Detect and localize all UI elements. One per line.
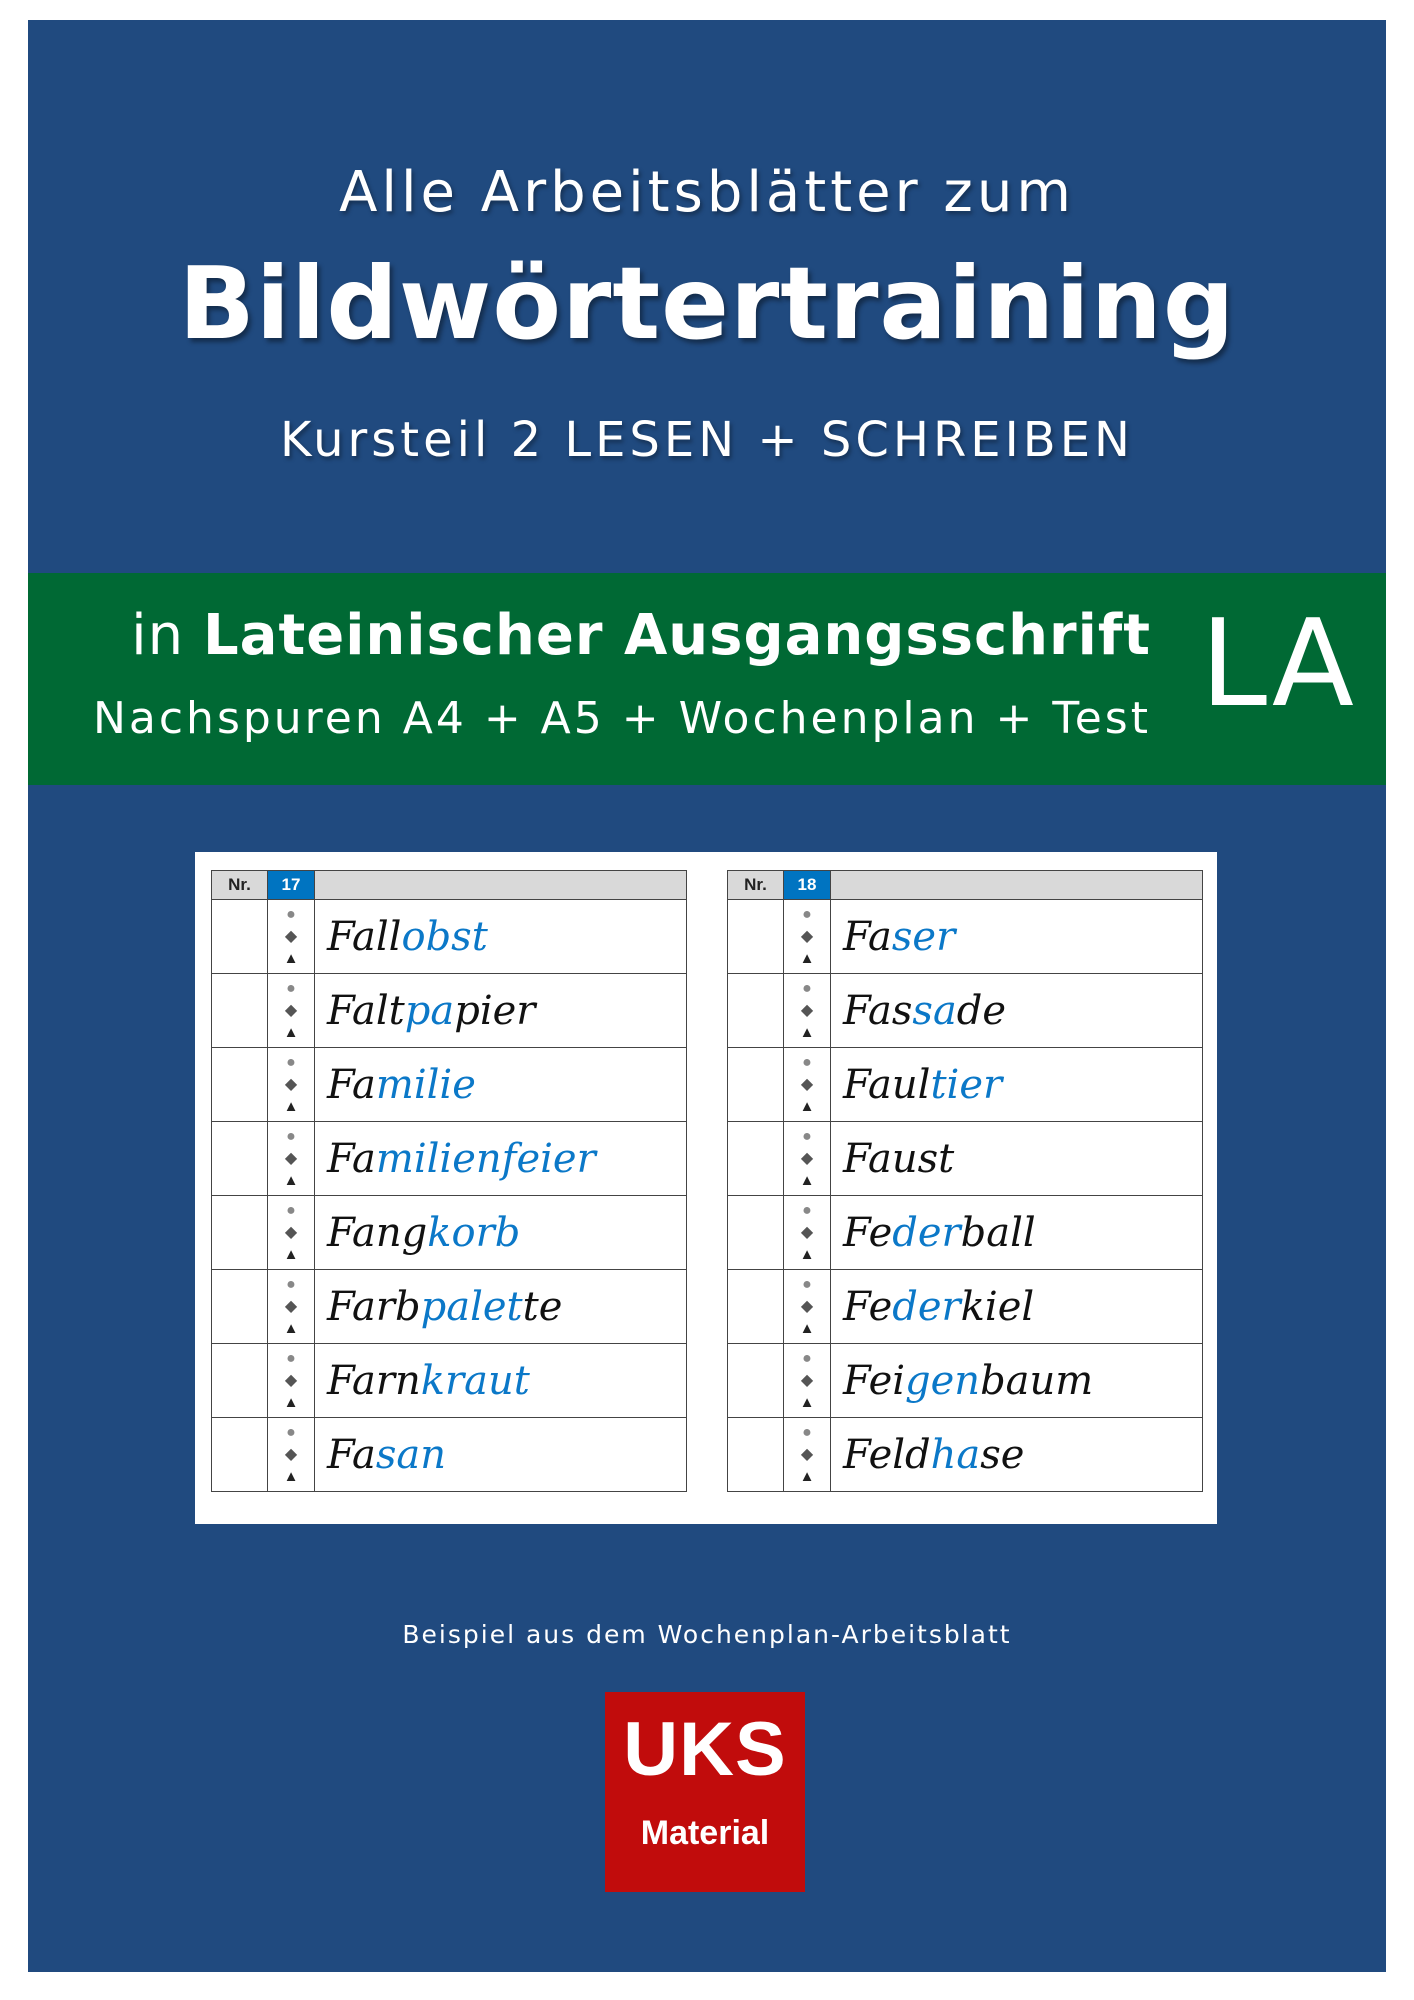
band-line1: [131, 603, 1151, 668]
word-part-blue: pa: [404, 987, 455, 1034]
circle-icon: ●: [802, 1423, 812, 1441]
row-blank-cell: [728, 974, 784, 1048]
triangle-icon: ▲: [799, 1023, 815, 1041]
difficulty-marks: [268, 1122, 315, 1196]
row-blank-cell: [728, 1122, 784, 1196]
diamond-icon: ◆: [284, 1445, 298, 1463]
difficulty-marks: [268, 1196, 315, 1270]
row-blank-cell: [212, 1196, 268, 1270]
word-part-black: Fei: [843, 1357, 906, 1404]
cursive-word: [315, 1418, 687, 1492]
row-blank-cell: [212, 974, 268, 1048]
circle-icon: ●: [286, 1053, 296, 1071]
triangle-icon: ▲: [799, 1467, 815, 1485]
difficulty-marks: [268, 1048, 315, 1122]
row-blank-cell: [212, 1048, 268, 1122]
word-part-black: Faust: [843, 1135, 955, 1182]
triangle-icon: ▲: [799, 1245, 815, 1263]
diamond-icon: ◆: [800, 927, 814, 945]
triangle-icon: ▲: [283, 949, 299, 967]
word-part-blue: sa: [912, 987, 957, 1034]
circle-icon: ●: [802, 905, 812, 923]
word-part-blue: korb: [427, 1209, 521, 1256]
word-part-black: Fas: [843, 987, 913, 1034]
triangle-icon: ▲: [283, 1097, 299, 1115]
triangle-icon: ▲: [283, 1171, 299, 1189]
table-row: [212, 1196, 687, 1270]
table-row: [728, 1418, 1203, 1492]
word-part-tail: de: [956, 987, 1007, 1034]
diamond-icon: ◆: [284, 1223, 298, 1241]
uks-logo: [605, 1692, 805, 1892]
word-part-black: Fa: [327, 1135, 376, 1182]
cursive-word: [831, 1270, 1203, 1344]
cursive-word: [831, 1122, 1203, 1196]
table-row: [728, 900, 1203, 974]
table-row: [728, 1270, 1203, 1344]
cursive-word: [831, 1048, 1203, 1122]
diamond-icon: ◆: [284, 1075, 298, 1093]
worksheet-sample: [195, 852, 1217, 1524]
word-part-tail: baum: [980, 1357, 1094, 1404]
circle-icon: ●: [286, 1201, 296, 1219]
band-line2: Nachspuren A4 + A5 + Wochenplan + Test: [92, 693, 1151, 744]
word-part-blue: obst: [401, 913, 488, 960]
difficulty-marks: [268, 900, 315, 974]
word-part-blue: der: [892, 1209, 961, 1256]
diamond-icon: ◆: [284, 1297, 298, 1315]
cursive-word: [831, 974, 1203, 1048]
cursive-word: [831, 1196, 1203, 1270]
table-row: [728, 1122, 1203, 1196]
row-blank-cell: [212, 1270, 268, 1344]
triangle-icon: ▲: [799, 1393, 815, 1411]
triangle-icon: ▲: [283, 1393, 299, 1411]
diamond-icon: ◆: [800, 1149, 814, 1167]
word-part-blue: gen: [905, 1357, 981, 1404]
circle-icon: ●: [286, 1127, 296, 1145]
circle-icon: ●: [286, 905, 296, 923]
table-row: [728, 1048, 1203, 1122]
diamond-icon: ◆: [800, 1445, 814, 1463]
word-part-black: Feld: [843, 1431, 931, 1478]
table-row: [212, 1122, 687, 1196]
triangle-icon: ▲: [283, 1245, 299, 1263]
row-blank-cell: [212, 1418, 268, 1492]
circle-icon: ●: [286, 1275, 296, 1293]
word-part-black: Fa: [327, 1061, 376, 1108]
cursive-word: [315, 1122, 687, 1196]
cursive-word: [315, 974, 687, 1048]
circle-icon: ●: [286, 1349, 296, 1367]
word-part-black: Fa: [843, 913, 892, 960]
difficulty-marks: [268, 1270, 315, 1344]
word-part-black: Farb: [327, 1283, 421, 1330]
nr-label: Nr.: [212, 871, 268, 900]
row-blank-cell: [212, 900, 268, 974]
diamond-icon: ◆: [284, 927, 298, 945]
circle-icon: ●: [802, 979, 812, 997]
difficulty-marks: [784, 1270, 831, 1344]
word-part-tail: te: [522, 1283, 563, 1330]
band-script-name: Lateinischer Ausgangsschrift: [202, 603, 1151, 668]
sample-caption: Beispiel aus dem Wochenplan-Arbeitsblatt: [402, 1620, 1012, 1649]
nr-label: Nr.: [728, 871, 784, 900]
table-row: [212, 1344, 687, 1418]
difficulty-marks: [784, 1196, 831, 1270]
table-row: [212, 900, 687, 974]
triangle-icon: ▲: [283, 1467, 299, 1485]
difficulty-marks: [784, 1418, 831, 1492]
cursive-word: [315, 1270, 687, 1344]
word-part-black: Falt: [327, 987, 405, 1034]
table-row: [212, 1048, 687, 1122]
table-row: [212, 1418, 687, 1492]
worksheet-number: 17: [268, 871, 315, 900]
logo-text-uks: UKS: [623, 1707, 787, 1792]
triangle-icon: ▲: [799, 1097, 815, 1115]
diamond-icon: ◆: [284, 1371, 298, 1389]
row-blank-cell: [728, 1418, 784, 1492]
table-row: [728, 974, 1203, 1048]
circle-icon: ●: [802, 1201, 812, 1219]
table-row: [212, 1270, 687, 1344]
row-blank-cell: [212, 1122, 268, 1196]
difficulty-marks: [784, 1048, 831, 1122]
difficulty-marks: [784, 1122, 831, 1196]
word-part-black: Fa: [327, 1431, 376, 1478]
word-part-tail: se: [980, 1431, 1025, 1478]
diamond-icon: ◆: [800, 1223, 814, 1241]
triangle-icon: ▲: [283, 1023, 299, 1041]
word-part-blue: kraut: [420, 1357, 530, 1404]
word-part-blue: palet: [420, 1283, 523, 1330]
word-part-blue: tier: [930, 1061, 1003, 1108]
word-part-black: Fe: [843, 1209, 893, 1256]
word-part-black: Fang: [327, 1209, 428, 1256]
row-blank-cell: [728, 1196, 784, 1270]
row-blank-cell: [728, 900, 784, 974]
cursive-word: [831, 900, 1203, 974]
word-part-blue: ha: [930, 1431, 981, 1478]
circle-icon: ●: [802, 1349, 812, 1367]
header-blank: [315, 871, 687, 900]
table-row: [728, 1196, 1203, 1270]
table-row: [728, 1344, 1203, 1418]
circle-icon: ●: [286, 979, 296, 997]
word-part-tail: ball: [960, 1209, 1036, 1256]
cursive-word: [831, 1418, 1203, 1492]
word-part-black: Farn: [327, 1357, 421, 1404]
triangle-icon: ▲: [283, 1319, 299, 1337]
cursive-word: [315, 1048, 687, 1122]
circle-icon: ●: [286, 1423, 296, 1441]
cursive-word: [831, 1344, 1203, 1418]
row-blank-cell: [728, 1048, 784, 1122]
worksheet-header: [728, 871, 1203, 900]
difficulty-marks: [784, 974, 831, 1048]
cover-title: Bildwörtertraining: [178, 245, 1236, 362]
logo-text-material: Material: [640, 1814, 770, 1852]
cursive-word: [315, 900, 687, 974]
row-blank-cell: [728, 1270, 784, 1344]
word-part-tail: pier: [454, 987, 536, 1034]
difficulty-marks: [784, 900, 831, 974]
cover-line1: Alle Arbeitsblätter zum: [339, 160, 1075, 225]
circle-icon: ●: [802, 1127, 812, 1145]
word-part-blue: milienfeier: [375, 1135, 596, 1182]
diamond-icon: ◆: [800, 1001, 814, 1019]
worksheet-header: [212, 871, 687, 900]
diamond-icon: ◆: [800, 1371, 814, 1389]
word-part-black: Fall: [327, 913, 402, 960]
script-band: [28, 573, 1386, 785]
word-part-blue: der: [892, 1283, 961, 1330]
worksheet-17: [211, 870, 687, 1492]
band-prefix: in: [131, 603, 185, 668]
diamond-icon: ◆: [800, 1297, 814, 1315]
diamond-icon: ◆: [284, 1149, 298, 1167]
triangle-icon: ▲: [799, 1319, 815, 1337]
word-part-tail: kiel: [960, 1283, 1035, 1330]
cursive-word: [315, 1196, 687, 1270]
triangle-icon: ▲: [799, 949, 815, 967]
circle-icon: ●: [802, 1275, 812, 1293]
band-badge: LA: [1200, 595, 1356, 734]
cursive-word: [315, 1344, 687, 1418]
difficulty-marks: [268, 1418, 315, 1492]
table-row: [212, 974, 687, 1048]
row-blank-cell: [212, 1344, 268, 1418]
circle-icon: ●: [802, 1053, 812, 1071]
diamond-icon: ◆: [284, 1001, 298, 1019]
word-part-blue: milie: [375, 1061, 476, 1108]
triangle-icon: ▲: [799, 1171, 815, 1189]
word-part-black: Faul: [843, 1061, 931, 1108]
difficulty-marks: [268, 974, 315, 1048]
word-part-blue: ser: [891, 913, 956, 960]
word-part-black: Fe: [843, 1283, 893, 1330]
difficulty-marks: [268, 1344, 315, 1418]
difficulty-marks: [784, 1344, 831, 1418]
diamond-icon: ◆: [800, 1075, 814, 1093]
worksheet-number: 18: [784, 871, 831, 900]
row-blank-cell: [728, 1344, 784, 1418]
cover-subtitle: Kursteil 2 LESEN + SCHREIBEN: [280, 412, 1134, 468]
worksheet-18: [727, 870, 1203, 1492]
word-part-blue: san: [375, 1431, 447, 1478]
header-blank: [831, 871, 1203, 900]
cover: [28, 20, 1386, 1972]
